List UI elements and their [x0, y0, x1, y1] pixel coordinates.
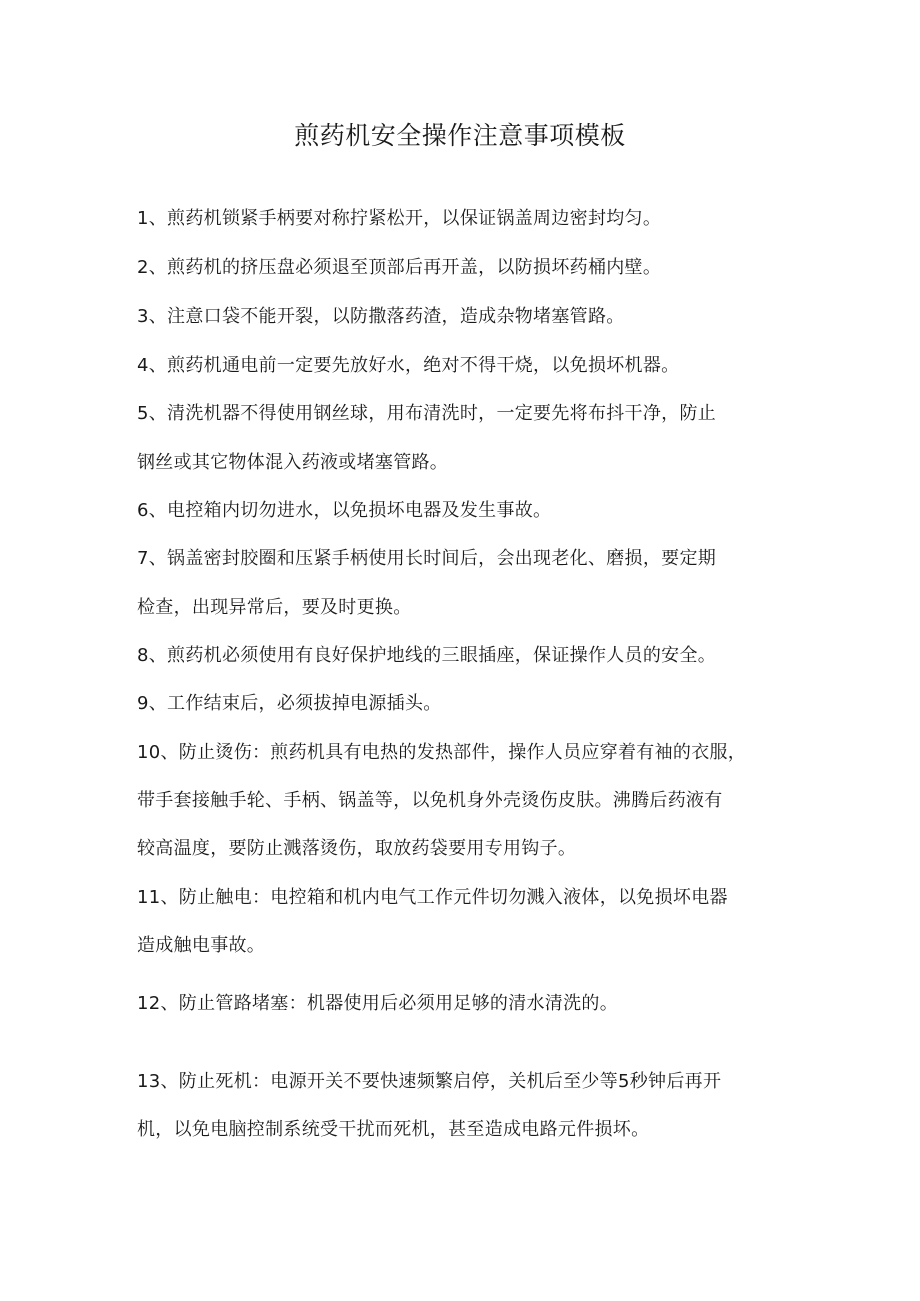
item-2-line: 2、煎药机的挤压盘必须退至顶部后再开盖，以防损坏药桶内壁。 [137, 257, 662, 278]
item-10-line-1: 10、防止烫伤：煎药机具有电热的发热部件，操作人员应穿着有袖的衣服， [137, 742, 747, 763]
item-5-line-1: 5、清洗机器不得使用钢丝球，用布清洗时，一定要先将布抖干净，防止 [137, 403, 717, 424]
item-8-line: 8、煎药机必须使用有良好保护地线的三眼插座，保证操作人员的安全。 [137, 645, 717, 666]
item-10-line-3: 较高温度，要防止溅落烫伤，取放药袋要用专用钩子。 [137, 838, 577, 859]
item-1-line: 1、煎药机锁紧手柄要对称拧紧松开，以保证锅盖周边密封均匀。 [137, 208, 662, 229]
item-4-line: 4、煎药机通电前一定要先放好水，绝对不得干烧，以免损坏机器。 [137, 355, 680, 376]
item-3-line: 3、注意口袋不能开裂，以防撒落药渣，造成杂物堵塞管路。 [137, 306, 625, 327]
item-11-line-1: 11、防止触电：电控箱和机内电气工作元件切勿溅入液体，以免损坏电器 [137, 887, 728, 908]
item-12-line: 12、防止管路堵塞：机器使用后必须用足够的清水清洗的。 [137, 993, 619, 1014]
item-7-line-1: 7、锅盖密封胶圈和压紧手柄使用长时间后，会出现老化、磨损，要定期 [137, 548, 717, 569]
item-10-line-2: 带手套接触手轮、手柄、锅盖等，以免机身外壳烫伤皮肤。沸腾后药液有 [137, 790, 723, 811]
item-11-line-2: 造成触电事故。 [137, 935, 266, 956]
item-9-line: 9、工作结束后，必须拔掉电源插头。 [137, 693, 442, 714]
item-13-line-2: 机，以免电脑控制系统受干扰而死机，甚至造成电路元件损坏。 [137, 1119, 650, 1140]
document-title: 煎药机安全操作注意事项模板 [294, 121, 626, 150]
item-13-line-1: 13、防止死机：电源开关不要快速频繁启停，关机后至少等5秒钟后再开 [137, 1071, 722, 1092]
item-7-line-2: 检查，出现异常后，要及时更换。 [137, 597, 412, 618]
item-5-line-2: 钢丝或其它物体混入药液或堵塞管路。 [137, 452, 449, 473]
item-6-line: 6、电控箱内切勿进水，以免损坏电器及发生事故。 [137, 500, 552, 521]
